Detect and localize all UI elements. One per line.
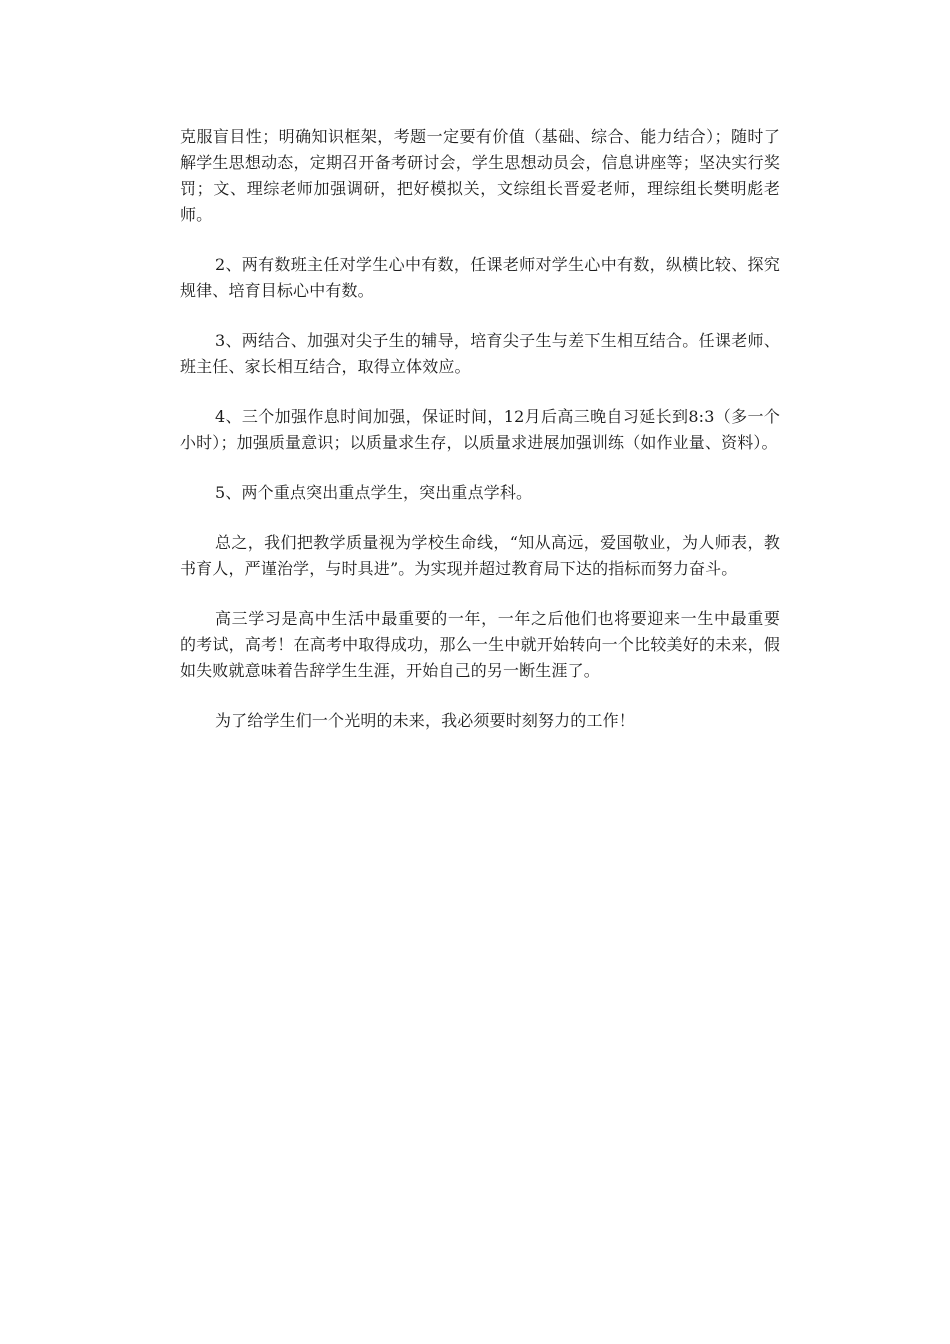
paragraph-2: 2、两有数班主任对学生心中有数，任课老师对学生心中有数，纵横比较、探究规律、培育目标心中有数。 bbox=[180, 255, 780, 300]
paragraph-5: 5、两个重点突出重点学生，突出重点学科。 bbox=[215, 483, 533, 502]
paragraph-8: 为了给学生们一个光明的未来，我必须要时刻努力的工作！ bbox=[215, 711, 635, 730]
paragraph-4: 4、三个加强作息时间加强，保证时间，12月后高三晚自习延长到8:3（多一个小时）；加强质量意识；以质量求生存，以质量求进展加强训练（如作业量、资料）。 bbox=[180, 407, 780, 452]
document-body bbox=[180, 124, 780, 758]
paragraph-3: 3、两结合、加强对尖子生的辅导，培育尖子生与差下生相互结合。任课老师、班主任、家长相互结合，取得立体效应。 bbox=[180, 331, 780, 376]
paragraph-1: 克服盲目性；明确知识框架，考题一定要有价值（基础、综合、能力结合）；随时了解学生思想动态，定期召开备考研讨会，学生思想动员会，信息讲座等；坚决实行奖罚；文、理综老师加强调研，把好模拟关，文综组长晋爱老师，理综组长樊明彪老师。 bbox=[180, 127, 780, 224]
paragraph-7: 高三学习是高中生活中最重要的一年，一年之后他们也将要迎来一生中最重要的考试，高考！在高考中取得成功，那么一生中就开始转向一个比较美好的未来，假如失败就意味着告辞学生生涯，开始自己的另一断生涯了。 bbox=[180, 609, 780, 680]
paragraph-6: 总之，我们把教学质量视为学校生命线，“知从高远，爱国敬业，为人师表，教书育人，严谨治学，与时具进”。为实现并超过教育局下达的指标而努力奋斗。 bbox=[180, 533, 780, 578]
